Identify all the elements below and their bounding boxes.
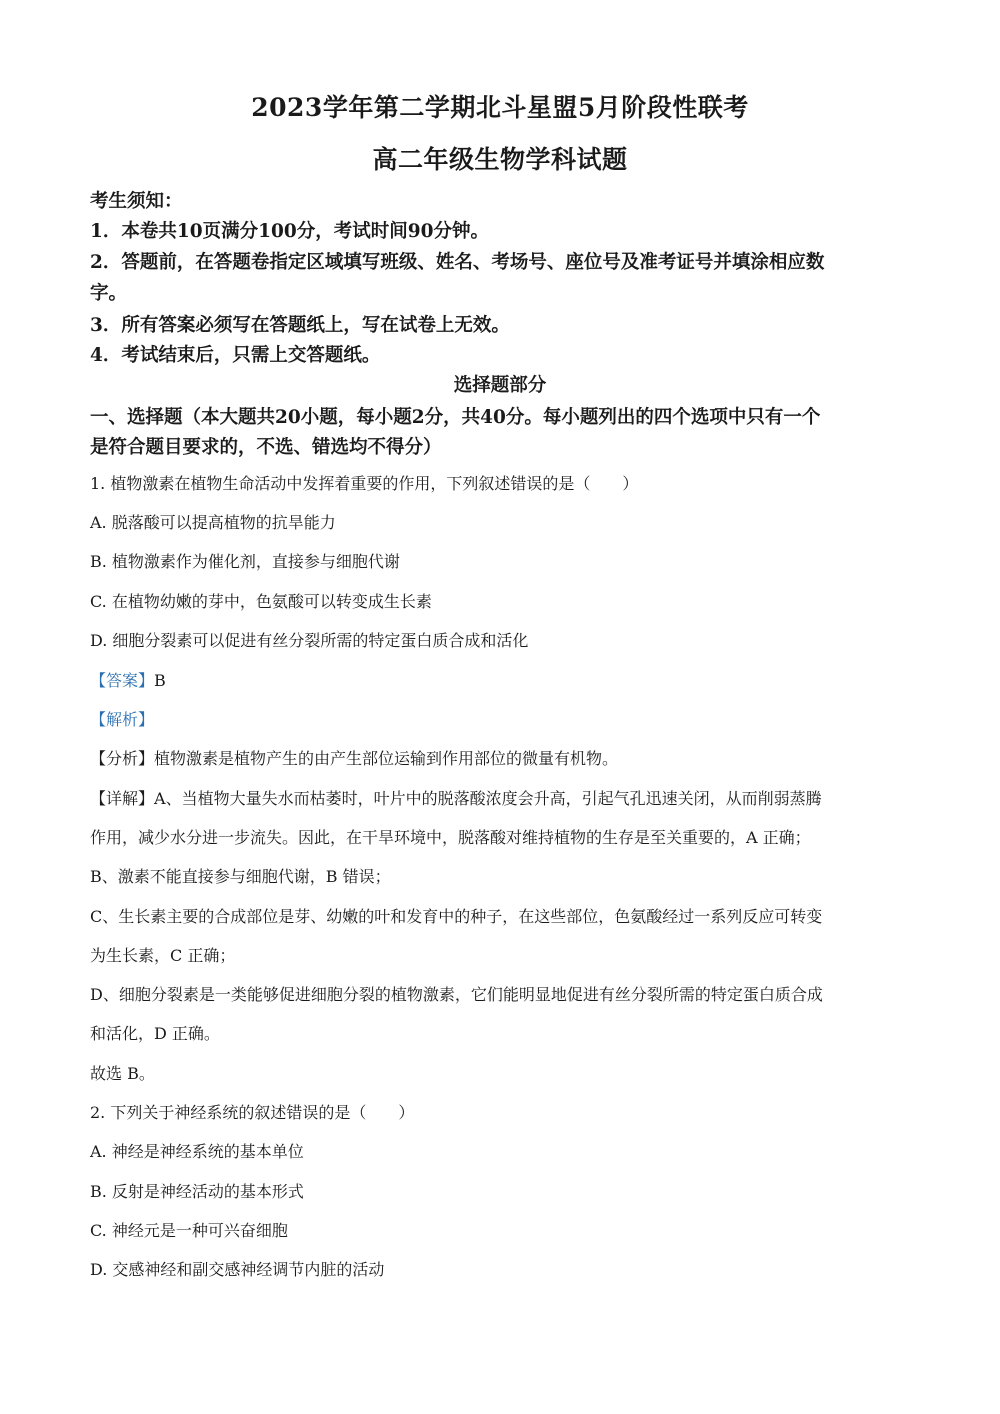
section-instructions-line-1: 一、选择题（本大题共20小题，每小题2分，共40分。每小题列出的四个选项中只有一个 (90, 407, 821, 428)
exam-subtitle: 高二年级生物学科试题 (372, 145, 628, 174)
answer-tag: 【答案】 (90, 671, 155, 690)
answer-value: B (154, 671, 166, 690)
question-1-answer (90, 668, 166, 691)
explanation-d-line-1: D、细胞分裂素是一类能够促进细胞分裂的植物激素，它们能明显地促进有丝分裂所需的特定蛋白质合成 (90, 985, 823, 1004)
section-title: 选择题部分 (453, 375, 547, 396)
question-2-option-a: A. 神经是神经系统的基本单位 (90, 1142, 304, 1161)
question-1-option-d: D. 细胞分裂素可以促进有丝分裂所需的特定蛋白质合成和活化 (90, 631, 529, 650)
notice-item-2: 2．答题前，在答题卷指定区域填写班级、姓名、考场号、座位号及准考证号并填涂相应数 (90, 252, 825, 273)
fenxi-tag: 【分析】 (90, 749, 155, 768)
notice-item-3: 3．所有答案必须写在答题纸上，写在试卷上无效。 (90, 315, 510, 336)
analysis-tag: 【解析】 (90, 710, 155, 729)
xiangjie-tag: 【详解】 (90, 789, 155, 808)
notice-heading: 考生须知： (90, 191, 183, 212)
notice-item-4: 4．考试结束后，只需上交答题纸。 (90, 345, 381, 366)
question-2-option-b: B. 反射是神经活动的基本形式 (90, 1182, 304, 1201)
xiangjie-text-1: A、当植物大量失水而枯萎时，叶片中的脱落酸浓度会升高，引起气孔迅速关闭，从而削弱蒸腾 (154, 789, 822, 808)
question-2-stem: 2. 下列关于神经系统的叙述错误的是（ ） (90, 1103, 415, 1122)
section-instructions-line-2: 是符合题目要求的，不选、错选均不得分） (90, 437, 442, 458)
question-1-option-b: B. 植物激素作为催化剂，直接参与细胞代谢 (90, 552, 400, 571)
xiangjie-line-1 (90, 786, 822, 809)
exam-title: 2023学年第二学期北斗星盟5月阶段性联考 (251, 93, 749, 122)
question-1-option-c: C. 在植物幼嫩的芽中，色氨酸可以转变成生长素 (90, 592, 432, 611)
question-2-option-d: D. 交感神经和副交感神经调节内脏的活动 (90, 1260, 385, 1279)
question-2-option-c: C. 神经元是一种可兴奋细胞 (90, 1221, 288, 1240)
explanation-c-line-2: 为生长素，C 正确； (90, 946, 236, 965)
conclusion: 故选 B。 (90, 1064, 155, 1083)
fenxi-paragraph (90, 746, 618, 769)
explanation-b: B、激素不能直接参与细胞代谢，B 错误； (90, 867, 391, 886)
xiangjie-line-2: 作用，减少水分进一步流失。因此，在干旱环境中，脱落酸对维持植物的生存是至关重要的，A 正确； (90, 828, 811, 847)
explanation-d-line-2: 和活化，D 正确。 (90, 1024, 220, 1043)
explanation-c-line-1: C、生长素主要的合成部位是芽、幼嫩的叶和发育中的种子，在这些部位，色氨酸经过一系列反应可转变 (90, 907, 823, 926)
question-1-stem: 1. 植物激素在植物生命活动中发挥着重要的作用，下列叙述错误的是（ ） (90, 474, 639, 493)
question-1-option-a: A. 脱落酸可以提高植物的抗旱能力 (90, 513, 336, 532)
fenxi-text: 植物激素是植物产生的由产生部位运输到作用部位的微量有机物。 (154, 749, 619, 768)
notice-item-2-continued: 字。 (90, 283, 128, 304)
notice-item-1: 1．本卷共10页满分100分，考试时间90分钟。 (90, 221, 489, 242)
